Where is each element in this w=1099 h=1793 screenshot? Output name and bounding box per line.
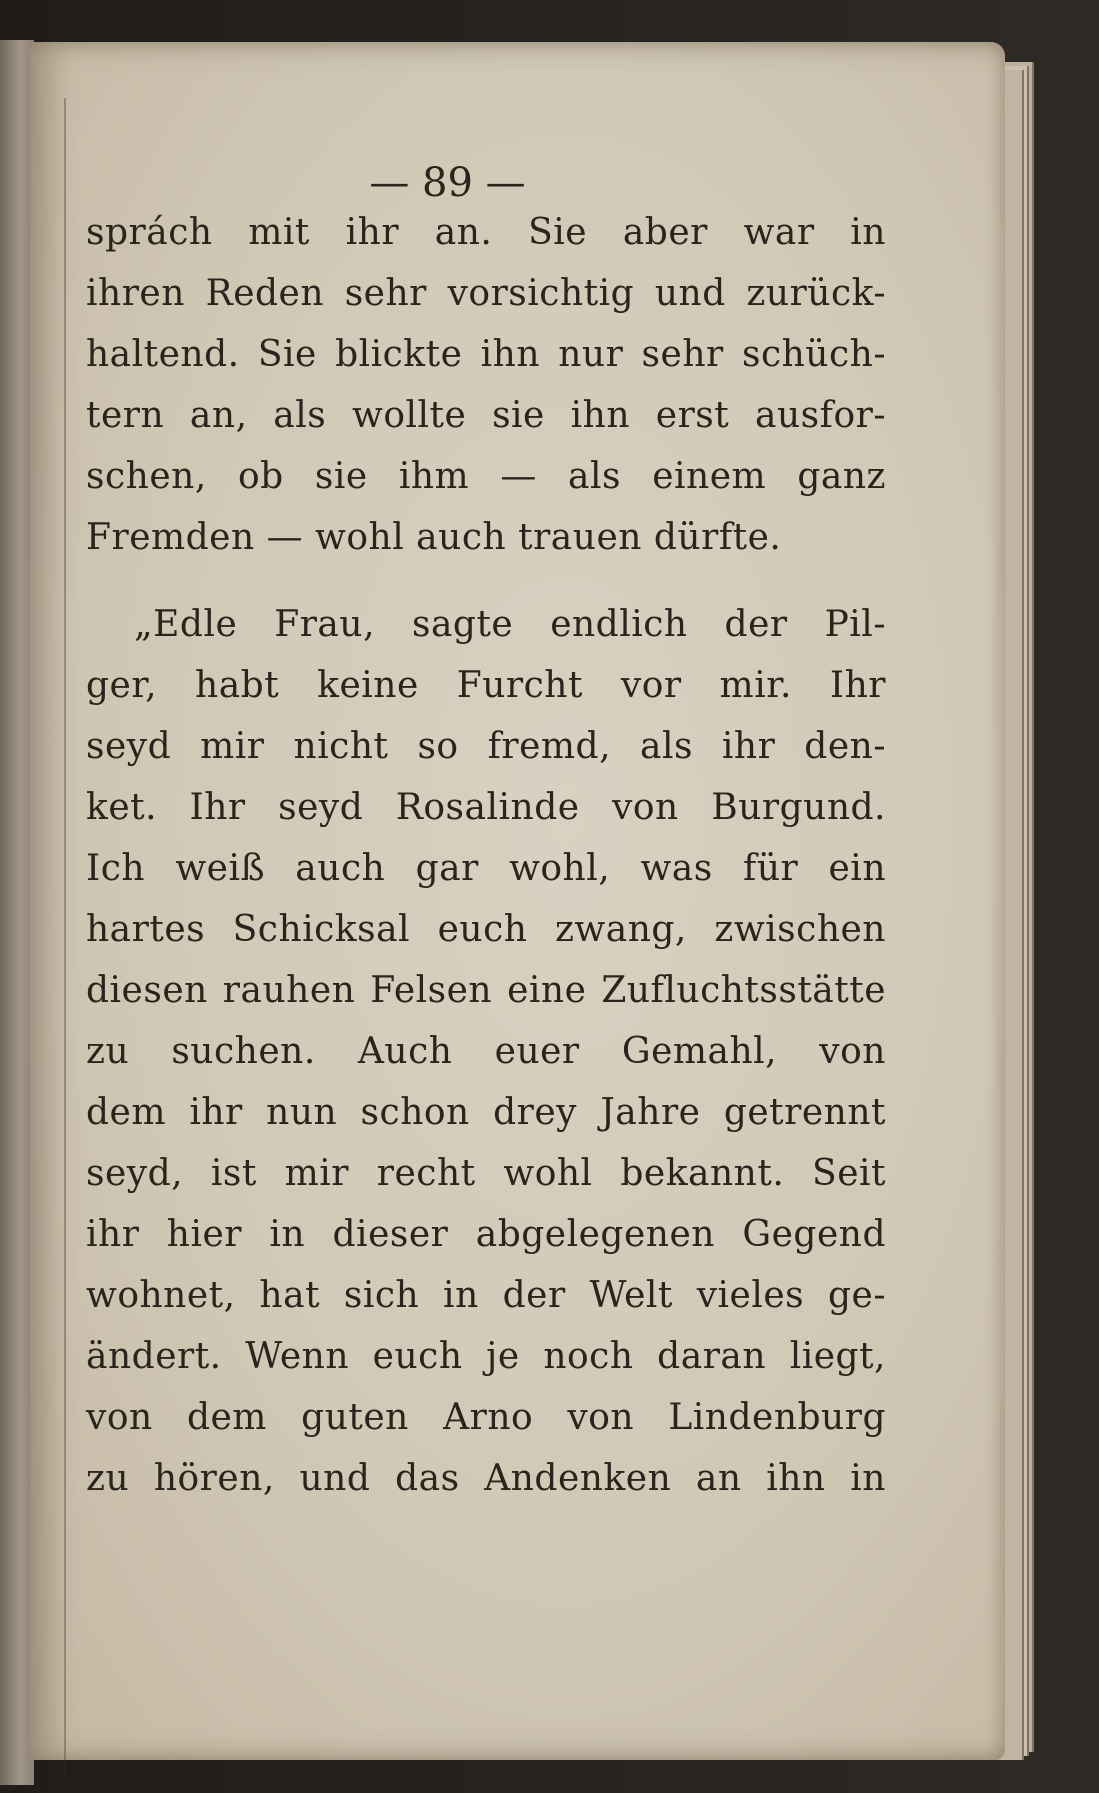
body-text [86,202,886,1509]
text-line: hartes Schicksal euch zwang, zwischen [86,909,886,950]
text-line: Ich weiß auch gar wohl, was für ein [86,848,886,889]
text-line: ket. Ihr seyd Rosalinde von Burgund. [86,787,886,828]
text-line: zu hören, und das Andenken an ihn in [86,1458,886,1499]
text-line: schen, ob sie ihm — als einem ganz [86,456,886,497]
text-line: ändert. Wenn euch je noch daran liegt, [86,1336,886,1377]
text-line: seyd, ist mir recht wohl bekannt. Seit [86,1153,886,1194]
text-line: sprách mit ihr an. Sie aber war in [86,212,886,253]
text-line: haltend. Sie blickte ihn nur sehr schüch- [86,334,886,375]
text-line: dem ihr nun schon drey Jahre getrennt [86,1092,886,1133]
text-line: zu suchen. Auch euer Gemahl, von [86,1031,886,1072]
gutter-shadow [64,98,66,1778]
text-line: wohnet, hat sich in der Welt vieles ge- [86,1275,886,1316]
paragraph-gap [86,568,886,594]
text-line: diesen rauhen Felsen eine Zufluchtsstätte [86,970,886,1011]
page-number: — 89 — [369,160,526,206]
text-line: „Edle Frau, sagte endlich der Pil- [134,604,886,645]
text-line: ihr hier in dieser abgelegenen Gegend [86,1214,886,1255]
text-line: tern an, als wollte sie ihn erst ausfor- [86,395,886,436]
book-page [30,42,1005,1760]
text-line: ger, habt keine Furcht vor mir. Ihr [86,665,886,706]
text-line: Fremden — wohl auch trauen dürfte. [86,517,782,558]
text-line: ihren Reden sehr vorsichtig und zurück- [86,273,886,314]
text-line: von dem guten Arno von Lindenburg [86,1397,886,1438]
text-line: seyd mir nicht so fremd, als ihr den- [86,726,886,767]
facing-page-edge [0,40,34,1785]
